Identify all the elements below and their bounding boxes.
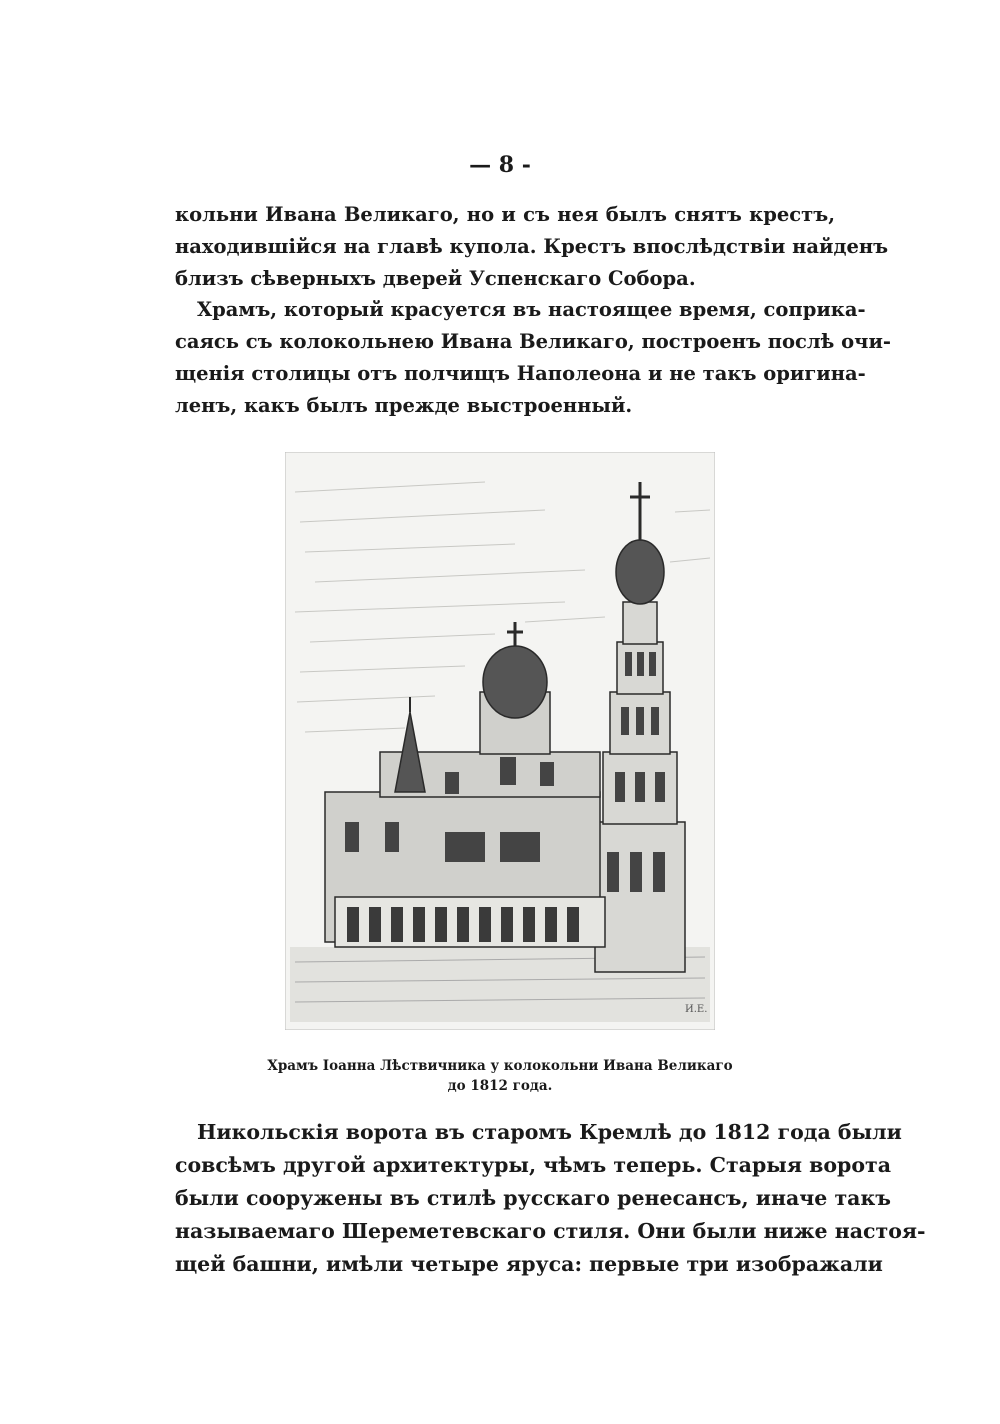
paragraph-continuation xyxy=(175,199,889,295)
text-line: называемаго Шереметевскаго стиля. Они были ниже настоя- xyxy=(175,1219,926,1243)
text-line: совсѣмъ другой архитектуры, чѣмъ теперь. Старыя ворота xyxy=(175,1153,892,1177)
page-number: — 8 - xyxy=(469,152,531,178)
paragraph-temple xyxy=(175,294,892,422)
text-line: находившiйся на главѣ купола. Крестъ впослѣдствiи найденъ xyxy=(175,235,889,258)
text-line: саясь съ колокольнею Ивана Великаго, построенъ послѣ очи- xyxy=(175,330,892,353)
text-line: кольни Ивана Великаго, но и съ нея былъ снятъ крестъ, xyxy=(175,203,835,226)
figure-caption xyxy=(200,1056,800,1096)
text-line: щенiя столицы отъ полчищъ Наполеона и не такъ оригина- xyxy=(175,362,866,385)
text-line: были сооружены въ стилѣ русскаго ренесансъ, иначе такъ xyxy=(175,1186,891,1210)
caption-line: Храмъ Iоанна Лѣствичника у колокольни Ивана Великаго xyxy=(267,1058,733,1074)
text-line: близъ сѣверныхъ дверей Успенскаго Собора. xyxy=(175,267,696,290)
caption-line: до 1812 года. xyxy=(447,1078,553,1094)
text-line: щей башни, имѣли четыре яруса: первые три изображали xyxy=(175,1252,883,1276)
paragraph-nikolsky-gate xyxy=(175,1116,926,1281)
text-line: ленъ, какъ былъ прежде выстроенный. xyxy=(175,394,633,417)
arcade-gallery xyxy=(335,897,605,947)
engraver-signature: И.Е. xyxy=(685,1004,708,1015)
engraving-illustration xyxy=(285,452,715,1030)
temple-engraving xyxy=(285,452,715,1030)
text-line: Никольскiя ворота въ старомъ Кремлѣ до 1812 года были xyxy=(197,1120,902,1144)
text-line: Храмъ, который красуется въ настоящее время, соприка- xyxy=(197,298,866,321)
